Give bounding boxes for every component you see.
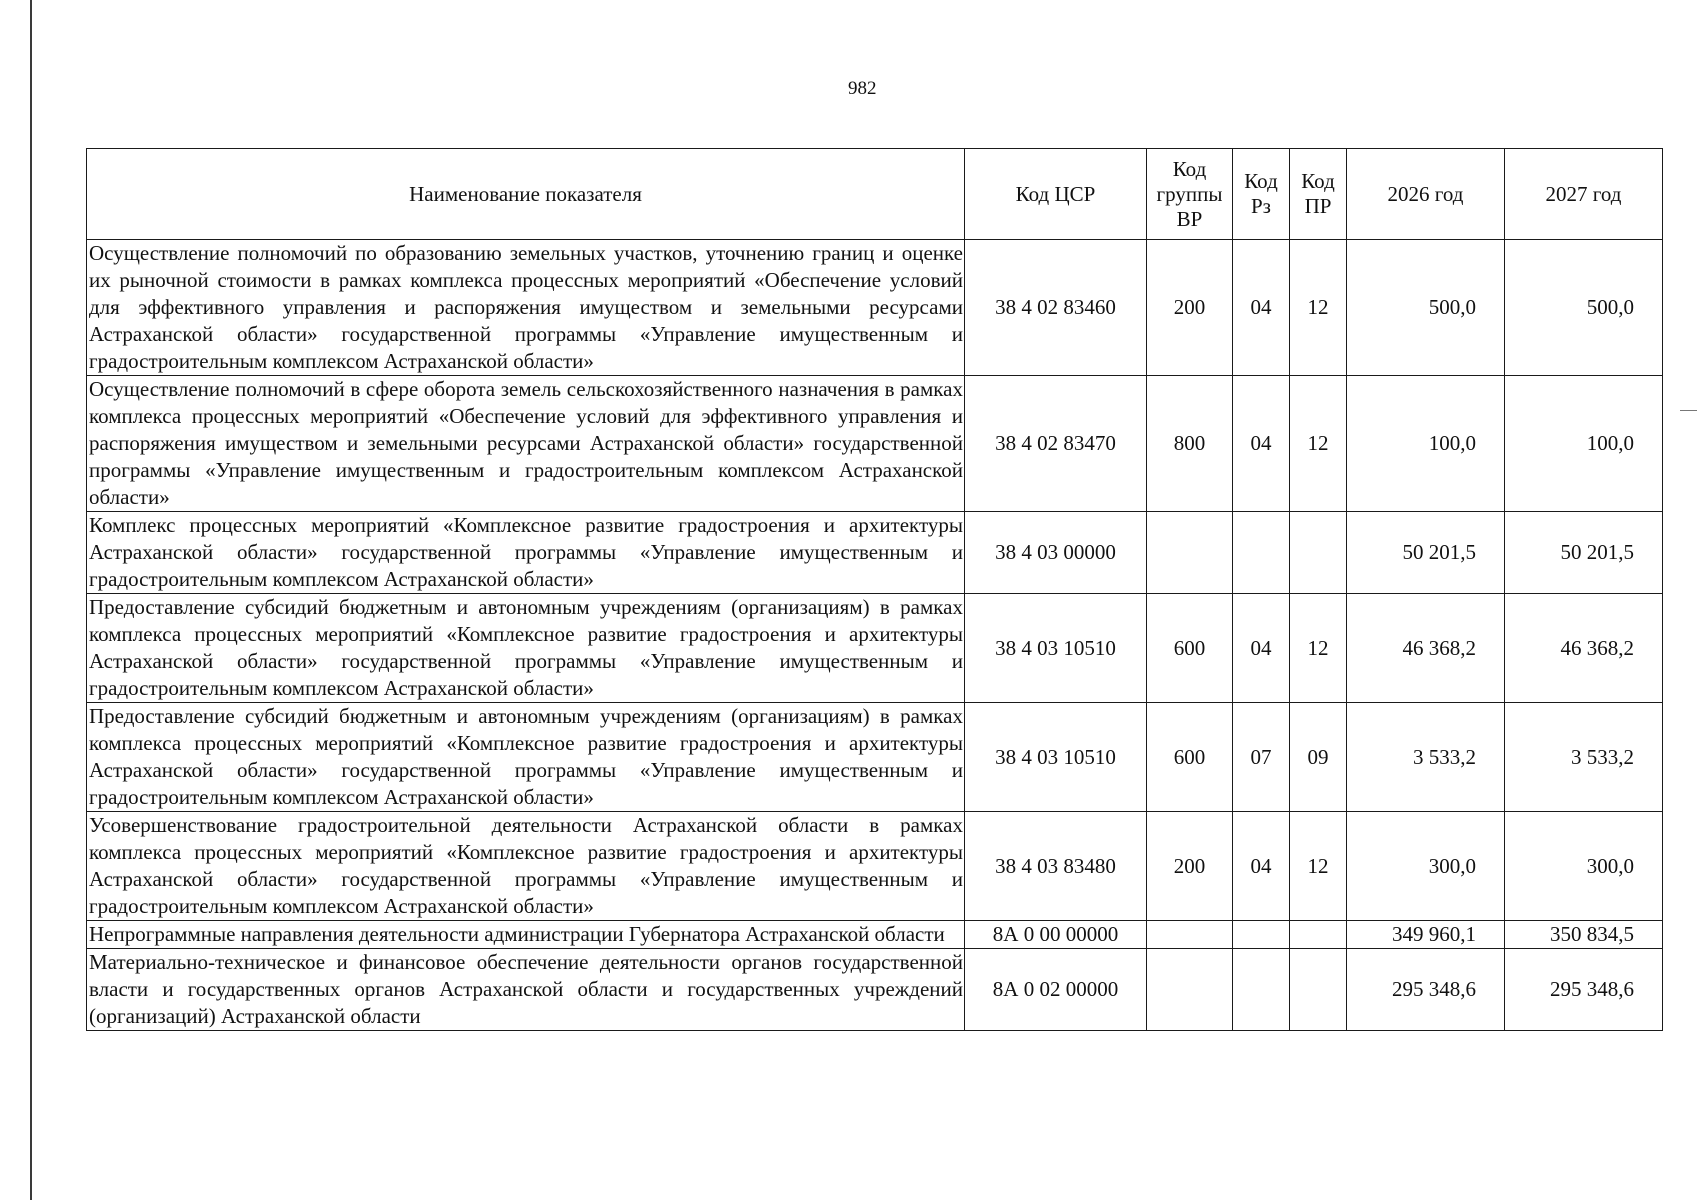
row-csr-cell: 8А 0 00 00000 (965, 921, 1147, 949)
row-vr-cell: 200 (1147, 240, 1233, 376)
header-rz: Код Рз (1233, 149, 1290, 240)
row-rz-cell (1233, 921, 1290, 949)
row-vr-cell: 600 (1147, 703, 1233, 812)
row-pr-cell: 12 (1290, 240, 1347, 376)
row-pr-cell: 12 (1290, 812, 1347, 921)
row-pr-cell (1290, 921, 1347, 949)
row-2027-cell: 350 834,5 (1505, 921, 1663, 949)
row-name-cell: Предоставление субсидий бюджетным и автономным учреждениям (организациям) в рамках комплекса процессных мероприятий «Комплексное развитие градостроения и архитектуры Астраханской области» государственной программы «Управление имущественным и градостроительным комплексом Астраханской области» (87, 703, 965, 812)
row-name-cell: Усовершенствование градостроительной деятельности Астраханской области в рамках комплекса процессных мероприятий «Комплексное развитие градостроения и архитектуры Астраханской области» государственной программы «Управление имущественным и градостроительным комплексом Астраханской области» (87, 812, 965, 921)
row-2026-cell: 100,0 (1347, 376, 1505, 512)
header-csr: Код ЦСР (965, 149, 1147, 240)
row-vr-cell (1147, 512, 1233, 594)
row-name-cell: Непрограммные направления деятельности администрации Губернатора Астраханской области (87, 921, 965, 949)
row-name-cell: Осуществление полномочий по образованию земельных участков, уточнению границ и оценке их рыночной стоимости в рамках комплекса процессных мероприятий «Обеспечение условий для эффективного управления и распоряжения имуществом и земельными ресурсами Астраханской области» государственной программы «Управление имущественным и градостроительным комплексом Астраханской области» (87, 240, 965, 376)
row-name-cell: Предоставление субсидий бюджетным и автономным учреждениям (организациям) в рамках комплекса процессных мероприятий «Комплексное развитие градостроения и архитектуры Астраханской области» государственной программы «Управление имущественным и градостроительным комплексом Астраханской области» (87, 594, 965, 703)
row-rz-cell: 04 (1233, 812, 1290, 921)
page-number: 982 (848, 78, 877, 99)
row-2027-cell: 500,0 (1505, 240, 1663, 376)
row-csr-cell: 38 4 02 83460 (965, 240, 1147, 376)
row-csr-cell: 8А 0 02 00000 (965, 949, 1147, 1031)
scan-edge-line (30, 0, 32, 1200)
row-vr-cell: 800 (1147, 376, 1233, 512)
row-2027-cell: 295 348,6 (1505, 949, 1663, 1031)
row-vr-cell (1147, 949, 1233, 1031)
row-vr-cell: 600 (1147, 594, 1233, 703)
row-2026-cell: 3 533,2 (1347, 703, 1505, 812)
row-pr-cell (1290, 949, 1347, 1031)
budget-table (86, 148, 1663, 1031)
row-2026-cell: 300,0 (1347, 812, 1505, 921)
row-name-cell: Осуществление полномочий в сфере оборота земель сельскохозяйственного назначения в рамках комплекса процессных мероприятий «Обеспечение условий для эффективного управления и распоряжения имуществом и земельными ресурсами Астраханской области» государственной программы «Управление имущественным и градостроительным комплексом Астраханской области» (87, 376, 965, 512)
row-csr-cell: 38 4 03 10510 (965, 594, 1147, 703)
table-row (87, 703, 1663, 812)
row-pr-cell: 09 (1290, 703, 1347, 812)
row-2026-cell: 295 348,6 (1347, 949, 1505, 1031)
table-header-row (87, 149, 1663, 240)
row-name-cell: Комплекс процессных мероприятий «Комплексное развитие градостроения и архитектуры Астраханской области» государственной программы «Управление имущественным и градостроительным комплексом Астраханской области» (87, 512, 965, 594)
row-csr-cell: 38 4 03 00000 (965, 512, 1147, 594)
row-2026-cell: 349 960,1 (1347, 921, 1505, 949)
row-2027-cell: 100,0 (1505, 376, 1663, 512)
row-2026-cell: 500,0 (1347, 240, 1505, 376)
scan-margin-mark (1680, 410, 1697, 411)
header-2027: 2027 год (1505, 149, 1663, 240)
row-2027-cell: 3 533,2 (1505, 703, 1663, 812)
row-pr-cell (1290, 512, 1347, 594)
row-rz-cell: 04 (1233, 376, 1290, 512)
row-rz-cell: 07 (1233, 703, 1290, 812)
row-vr-cell (1147, 921, 1233, 949)
row-2026-cell: 46 368,2 (1347, 594, 1505, 703)
header-name: Наименование показателя (87, 149, 965, 240)
table-row (87, 594, 1663, 703)
row-csr-cell: 38 4 02 83470 (965, 376, 1147, 512)
table-row (87, 240, 1663, 376)
row-2027-cell: 46 368,2 (1505, 594, 1663, 703)
row-vr-cell: 200 (1147, 812, 1233, 921)
table-row (87, 376, 1663, 512)
table-row (87, 512, 1663, 594)
header-2026: 2026 год (1347, 149, 1505, 240)
row-rz-cell (1233, 512, 1290, 594)
table-row (87, 812, 1663, 921)
row-pr-cell: 12 (1290, 376, 1347, 512)
table-row (87, 921, 1663, 949)
header-pr: Код ПР (1290, 149, 1347, 240)
row-rz-cell: 04 (1233, 240, 1290, 376)
header-vr: Код группы ВР (1147, 149, 1233, 240)
row-2027-cell: 50 201,5 (1505, 512, 1663, 594)
row-name-cell: Материально-техническое и финансовое обеспечение деятельности органов государственной власти и государственных органов Астраханской области и государственных учреждений (организаций) Астраханской области (87, 949, 965, 1031)
row-csr-cell: 38 4 03 10510 (965, 703, 1147, 812)
row-pr-cell: 12 (1290, 594, 1347, 703)
row-rz-cell: 04 (1233, 594, 1290, 703)
row-rz-cell (1233, 949, 1290, 1031)
table-row (87, 949, 1663, 1031)
row-2027-cell: 300,0 (1505, 812, 1663, 921)
row-csr-cell: 38 4 03 83480 (965, 812, 1147, 921)
row-2026-cell: 50 201,5 (1347, 512, 1505, 594)
